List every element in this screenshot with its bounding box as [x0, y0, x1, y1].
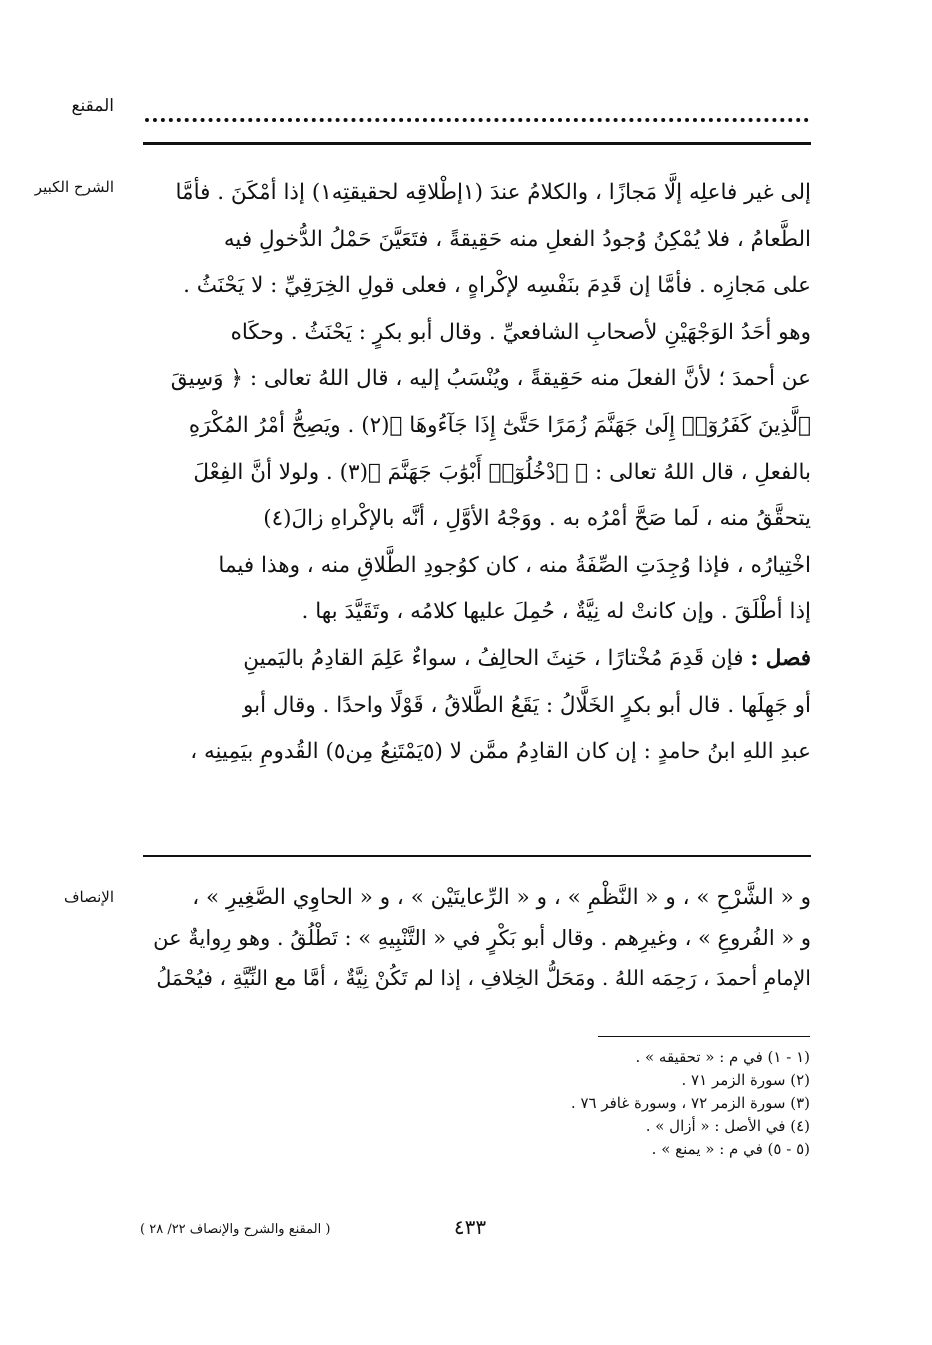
footnote: (٥ - ٥) في م : « يمنع » .	[651, 1140, 810, 1158]
insaf-line: و « الشَّرْحِ » ، و « النَّظْمِ » ، و « الرِّعايتَيْن » ، و « الحاوِي الصَّغِيرِ » ،	[192, 885, 811, 910]
sharh-line: يتحقَّقُ منه ، لَما صَحَّ أمْرُه به . ووَجْهُ الأوَّلِ ، أنَّه بالإكْراهِ زالَ(٤)	[263, 506, 811, 532]
side-label-insaf: الإنصاف	[63, 888, 114, 906]
sharh-line: إذا أطْلَقَ . وإن كانتْ له نِيَّةٌ ، حُمِلَ عليها كلامُه ، وتَقَيَّدَ بها .	[301, 599, 811, 625]
header-rule	[143, 142, 811, 145]
footnote: (٣) سورة الزمر ٧٢ ، وسورة غافر ٧٦ .	[570, 1094, 810, 1112]
page-number: ٤٣٣	[453, 1215, 487, 1239]
insaf-line: و « الفُروعِ » ، وغيرِهم . وقال أبو بَكْرٍ في « التَّنْبِيهِ » : تَطْلُقُ . وهو رِوايةٌ عن	[153, 926, 811, 950]
footnote: (١ - ١) في م : « تحقيقه » .	[635, 1048, 810, 1066]
fasl-line-text: فإن قَدِمَ مُخْتارًا ، حَنِثَ الحالِفُ ، سواءٌ عَلِمَ القادِمُ باليَمينِ	[243, 645, 744, 671]
sharh-line: وهو أحَدُ الوَجْهَيْنِ لأصحابِ الشافعيِّ . وقال أبو بكرٍ : يَحْنَثُ . وحكَاه	[230, 319, 811, 345]
footnote: (٤) في الأصل : « أزال » .	[645, 1117, 810, 1135]
side-label-sharh: الشرح الكبير	[34, 178, 114, 196]
fasl-line: أو جَهِلَها . قال أبو بكرٍ الخَلَّالُ : يَقَعُ الطَّلاقُ ، قَوْلًا واحدًا . وقال أبو	[242, 692, 811, 718]
footnote-rule	[598, 1036, 810, 1037]
sharh-line: بالفعلِ ، قال اللهُ تعالى : ﴿ ٱدْخُلُوٓا۟ أَبْوَٰبَ جَهَنَّمَ ﴾(٣) . ولولا أنَّ الفِعْلَ	[193, 459, 811, 485]
sharh-line: الطَّعامُ ، فلا يُمْكِنُ وُجودُ الفعلِ منه حَقِيقةً ، فتَعَيَّنَ حَمْلُ الدُّخولِ فيه	[223, 226, 811, 252]
sharh-line: عن أحمدَ ؛ لأنَّ الفعلَ منه حَقِيقةً ، ويُنْسَبُ إليه ، قال اللهُ تعالى : ﴿ وَسِيقَ	[170, 366, 811, 392]
fasl-line: عبدِ اللهِ ابنُ حامدٍ : إن كان القادِمُ ممَّن لا (٥يَمْتَنِعُ مِن٥) القُدومِ بيَمِينِه ،	[190, 739, 811, 765]
insaf-text-block	[143, 878, 811, 998]
section-divider-rule	[143, 855, 811, 857]
sharh-line: اخْتِيارُه ، فإذا وُجِدَتِ الصِّفَةُ منه ، كان كوُجودِ الطَّلاقِ منه ، وهذا فيما	[218, 552, 811, 578]
fasl-line	[143, 636, 811, 683]
running-header-title: المقنع	[71, 96, 114, 116]
footnote: (٢) سورة الزمر ٧١ .	[681, 1071, 810, 1089]
sharh-line: إلى غير فاعلِه إلَّا مَجازًا ، والكلامُ عندَ (١إطْلاقِه لحقيقتِه١) إذا أمْكَنَ . فأمَّا	[175, 180, 811, 205]
book-reference: ( المقنع والشرح والإنصاف ٢٢/ ٢٨ )	[140, 1222, 331, 1237]
sharh-line: ٱلَّذِينَ كَفَرُوٓا۟ إِلَىٰ جَهَنَّمَ زُمَرًا حَتَّىٰٓ إِذَا جَآءُوهَا ﴾(٢) . ويَصِحُّ أمْرُ المُكْرَهِ	[188, 412, 811, 438]
footnotes	[420, 1046, 810, 1161]
fasl-heading: فصل :	[750, 645, 811, 671]
sharh-text-block	[143, 170, 811, 776]
sharh-line: على مَجازِه . فأمَّا إن قَدِمَ بنَفْسِه لإكْراهٍ ، فعلى قولِ الخِرَقِيِّ : لا يَحْنَثُ .	[183, 273, 811, 299]
insaf-line: الإمامِ أحمدَ ، رَحِمَه اللهُ . ومَحَلُّ الخِلافِ ، إذا لم تَكُنْ نِيَّةٌ ، أمَّا مع النِّيَّةِ ، فيُحْمَلُ	[156, 966, 811, 990]
header-dotted-line	[145, 108, 809, 122]
